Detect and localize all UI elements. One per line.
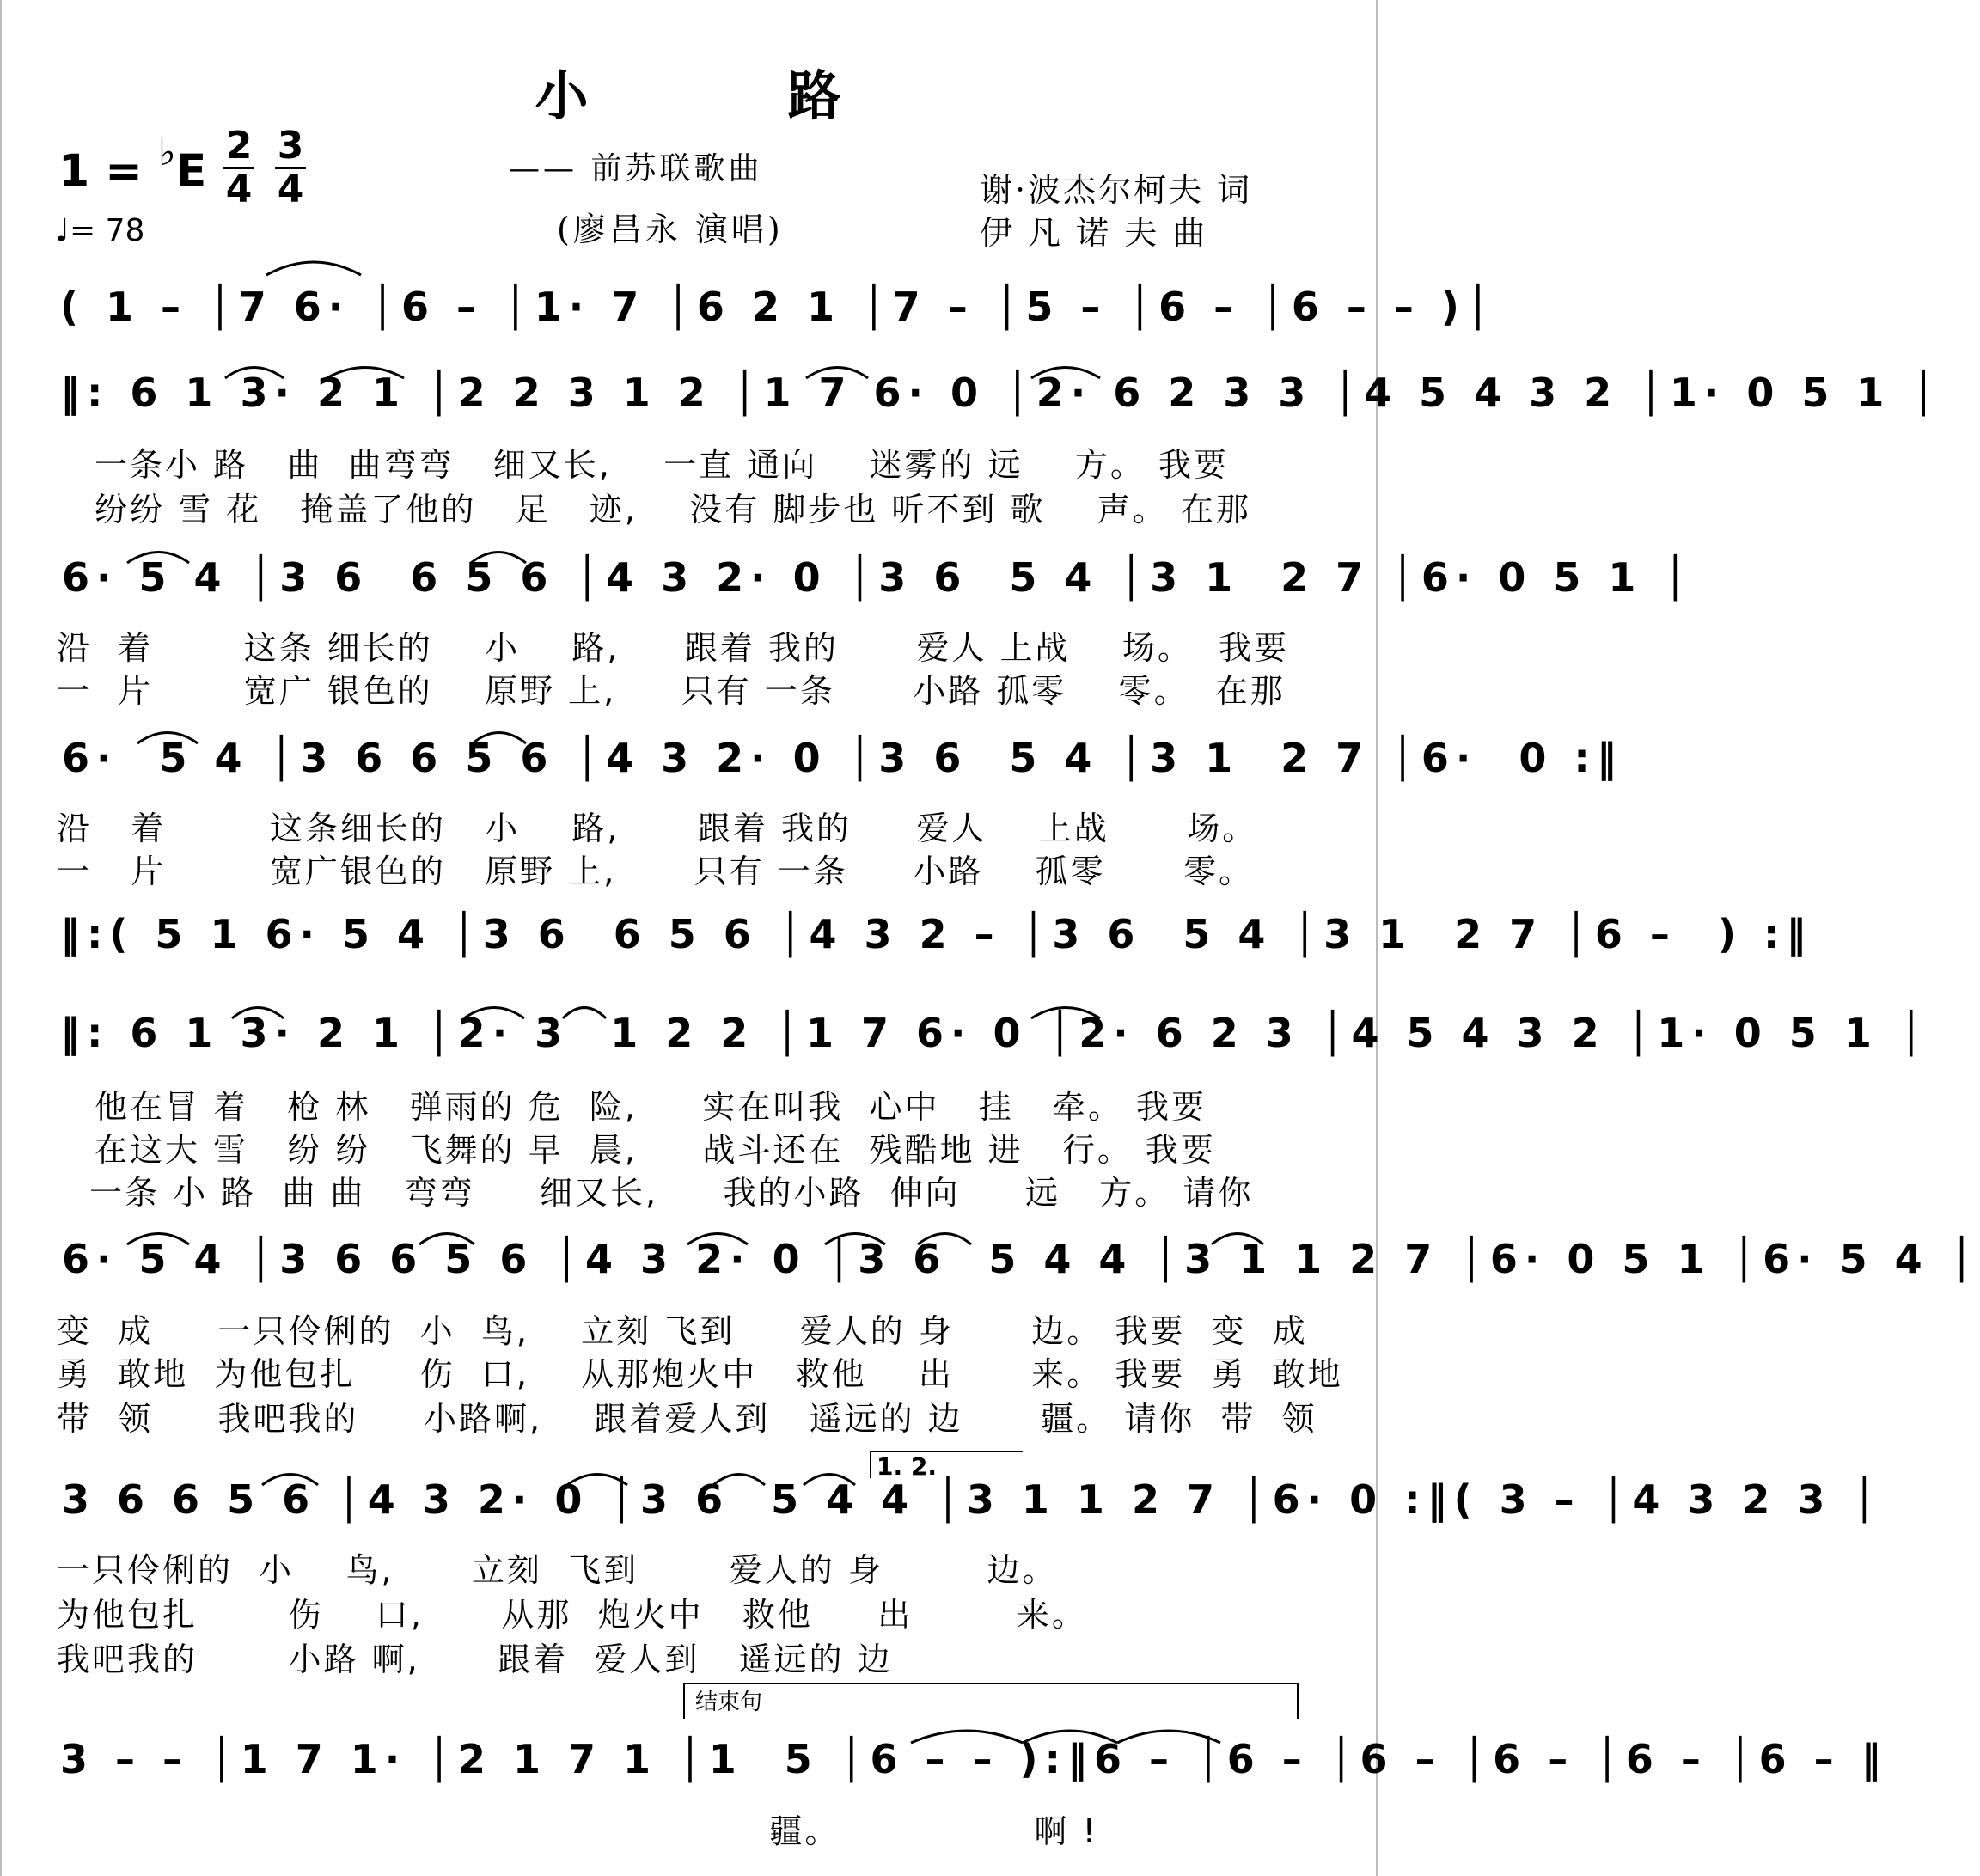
slur-arc xyxy=(419,1234,474,1245)
subtitle: —— 前苏联歌曲 xyxy=(509,151,763,186)
notation-line: ‖:( 5 1 6· 5 4 │3 6 6 5 6 │4 3 2 – │3 6 5 4 │3 1 2 7 │6 – ) :‖ xyxy=(60,911,1813,957)
lyric-line-1: 沿 着 这条细长的 小 路, 跟着 我的 爱人 上战 场。 xyxy=(57,810,1258,847)
slur-arc xyxy=(1031,1008,1100,1019)
lyric-line-1: 一只伶俐的 小 鸟, 立刻 飞到 爱人的 身 边。 xyxy=(57,1551,1058,1589)
notation-line: 3 – – │1 7 1· │2 1 7 1 │1 5 │6 – – ):‖6 – │6 – │6 – │6 – │6 – │6 – ‖ xyxy=(60,1736,1888,1782)
composer-credit: 伊 凡 诺 夫 曲 xyxy=(980,214,1208,252)
slur-arc xyxy=(1212,1234,1263,1245)
flat-sign: ♭ xyxy=(157,131,176,174)
notation-line: 6· 5 4 │3 6 6 5 6 │4 3 2· 0 │3 6 5 4 │3 1 2 7 │6· 0 :‖ xyxy=(62,735,1623,781)
lyric-line-1: 沿 着 这条 细长的 小 路, 跟着 我的 爱人 上战 场。 我要 xyxy=(57,629,1290,667)
notation-line: 3 6 6 5 6 │4 3 2· 0 │3 6 5 4 4 │3 1 1 2 7 │6· 0 :‖( 3 – │4 3 2 3 │ xyxy=(62,1476,1884,1523)
time-bottom: 4 xyxy=(277,168,304,211)
slur-arc xyxy=(563,1008,606,1019)
lyric-line-2: 一 片 宽广银色的 原野 上, 只有 一条 小路 孤零 零。 xyxy=(57,852,1255,890)
time-top: 2 xyxy=(225,124,253,168)
ending-bracket: 结束句 xyxy=(683,1683,1299,1719)
slur-arc xyxy=(225,368,284,379)
lyric-line-3: 一条 小 路 曲 曲 弯弯 细又长, 我的小路 伸向 远 方。 请你 xyxy=(89,1174,1254,1212)
lyric-line-1: 变 成 一只伶俐的 小 鸟, 立刻 飞到 爱人的 身 边。 我要 变 成 xyxy=(57,1312,1308,1350)
slur-arc xyxy=(138,733,198,744)
lyricist-credit: 谢·波杰尔柯夫 词 xyxy=(980,171,1253,209)
slur-arc xyxy=(327,368,404,379)
lyric-line-3: 带 领 我吧我的 小路啊, 跟着爱人到 遥远的 边 疆。 请你 带 领 xyxy=(57,1400,1317,1438)
lyric-line-2: 纷纷 雪 花 掩盖了他的 足 迹, 没有 脚步也 听不到 歌 声。 在那 xyxy=(95,491,1251,529)
tie-arc xyxy=(1117,1731,1220,1743)
title-char-2: 路 xyxy=(787,64,843,127)
slur-arc xyxy=(804,1475,855,1486)
slur-arc xyxy=(918,1234,971,1245)
slur-arc xyxy=(688,1234,748,1245)
slur-arc xyxy=(127,1234,189,1245)
lyric-line-1: 一条小 路 曲 曲弯弯 细又长, 一直 通向 迷雾的 远 方。 我要 xyxy=(95,446,1229,484)
lyric-line-1: 疆。 啊 ! xyxy=(57,1812,1098,1850)
tie-arc xyxy=(911,1731,1023,1743)
slur-arc xyxy=(262,1475,318,1486)
slur-arc xyxy=(232,1008,284,1019)
tie-arc xyxy=(1023,1731,1117,1743)
key-note: E xyxy=(175,145,207,198)
singer-credit: (廖昌永 演唱) xyxy=(557,211,784,248)
key-prefix: 1 = xyxy=(58,145,158,198)
lyric-line-3: 我吧我的 小路 啊, 跟着 爱人到 遥远的 边 xyxy=(57,1641,893,1678)
slur-arc xyxy=(567,1475,627,1486)
lyric-line-2: 在这大 雪 纷 纷 飞舞的 早 晨, 战斗还在 残酷地 进 行。 我要 xyxy=(95,1131,1216,1169)
lyric-line-1: 他在冒 着 枪 林 弹雨的 危 险, 实在叫我 心中 挂 牵。 我要 xyxy=(95,1088,1207,1126)
lyric-line-2: 勇 敢地 为他包扎 伤 口, 从那炮火中 救他 出 来。 我要 勇 敢地 xyxy=(57,1355,1343,1393)
notation-line: ‖: 6 1 3· 2 1 │2· 3 1 2 2 │1 7 6· 0 │2· 6 2 3 │4 5 4 3 2 │1· 0 5 1 │ xyxy=(60,1010,1930,1056)
volta-bracket: 1. 2. xyxy=(870,1451,1023,1478)
slur-arc xyxy=(471,553,526,564)
slur-arc xyxy=(806,368,868,379)
slur-arc xyxy=(1031,368,1100,379)
lyric-line-2: 一 片 宽广 银色的 原野 上, 只有 一条 小路 孤零 零。 在那 xyxy=(57,672,1286,710)
slur-arc xyxy=(464,1008,524,1019)
slur-arc xyxy=(825,1234,885,1245)
slur-arc xyxy=(473,733,526,744)
notation-line: ( 1 – │7 6· │6 – │1· 7 │6 2 1 │7 – │5 – │6 – │6 – – )│ xyxy=(60,284,1497,330)
notation-line: ‖: 6 1 3· 2 1 │2 2 3 1 2 │1 7 6· 0 │2· 6 2 3 3 │4 5 4 3 2 │1· 0 5 1 │ xyxy=(60,370,1943,416)
tempo-mark: ♩= 78 xyxy=(55,213,145,248)
tie-arc xyxy=(266,262,361,275)
slur-arc xyxy=(713,1475,765,1486)
time-bottom: 4 xyxy=(225,168,253,211)
notation-line: 6· 5 4 │3 6 6 5 6 │4 3 2· 0 │3 6 5 4 4 │3 1 1 2 7 │6· 0 5 1 │6· 5 4 │ xyxy=(62,1236,1980,1282)
lyric-line-2: 为他包扎 伤 口, 从那 炮火中 救他 出 来。 xyxy=(57,1596,1087,1634)
notation-line: 6· 5 4 │3 6 6 5 6 │4 3 2· 0 │3 6 5 4 │3 1 2 7 │6· 0 5 1 │ xyxy=(62,554,1695,601)
time-top: 3 xyxy=(277,124,304,168)
slur-arc xyxy=(127,553,189,564)
title-char-1: 小 xyxy=(535,64,590,127)
